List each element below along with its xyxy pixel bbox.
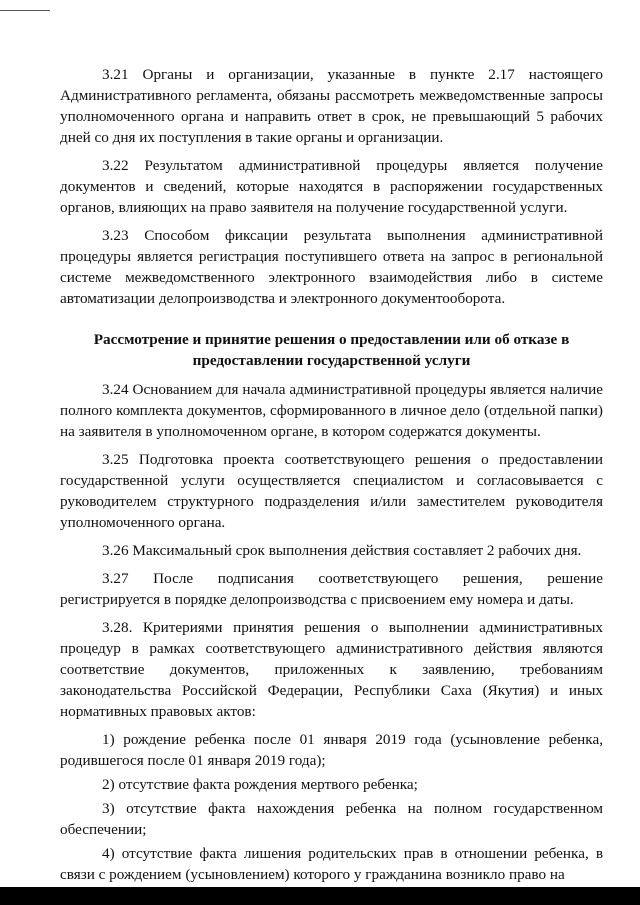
paragraph-3-25: 3.25 Подготовка проекта соответствующего решения о предоставлении государственной услуги осуществляется специалистом и согласовывается с руководителем структурного подразделения и/или заместителем руководителя уполномоченного органа.: [60, 451, 603, 531]
paragraph-3-24: 3.24 Основанием для начала административной процедуры является наличие полного комплекта документов, сформированного в личное дело (отдельной папки) на заявителя в уполномоченном органе, в котором содержатся документы.: [60, 381, 603, 440]
paragraph-3-21: 3.21 Органы и организации, указанные в пункте 2.17 настоящего Административного регламента, обязаны рассмотреть межведомственные запросы уполномоченного органа и направить ответ в срок, не превышающий 5 рабочих дней со дня их поступления в такие органы и организации.: [60, 66, 603, 146]
list-item-3: 3) отсутствие факта нахождения ребенка на полном государственном обеспечении;: [60, 800, 603, 838]
paragraph-3-27: 3.27 После подписания соответствующего решения, решение регистрируется в порядке делопроизводства с присвоением ему номера и даты.: [60, 570, 603, 608]
list-item-1: 1) рождение ребенка после 01 января 2019 года (усыновление ребенка, родившегося после 01 января 2019 года);: [60, 731, 603, 769]
paragraph-3-22: 3.22 Результатом административной процедуры является получение документов и сведений, которые находятся в распоряжении государственных органов, влияющих на право заявителя на получение государственной услуги.: [60, 157, 603, 216]
section-heading-line-1: Рассмотрение и принятие решения о предоставлении или об отказе в: [93, 331, 570, 348]
list-item-4: 4) отсутствие факта лишения родительских прав в отношении ребенка, в связи с рождением (усыновлением) которого у гражданина возникло право на: [60, 845, 603, 883]
section-heading-line-2: предоставлении государственной услуги: [192, 352, 471, 369]
paragraph-3-28: 3.28. Критериями принятия решения о выполнении административных процедур в рамках соответствующего административного действия являются соответствие документов, приложенных к заявлению, требованиям законодательства Российской Федерации, Республики Саха (Якутия) и иных нормативных правовых актов:: [60, 619, 603, 720]
section-heading: [60, 329, 603, 371]
scan-bottom-bar: [0, 887, 640, 905]
document-page: [60, 64, 603, 888]
paragraph-3-23: 3.23 Способом фиксации результата выполнения административной процедуры является регистрация поступившего ответа на запрос в региональной системе межведомственного электронного взаимодействия либо в системе автоматизации делопроизводства и электронного документооборота.: [60, 227, 603, 307]
list-item-2: 2) отсутствие факта рождения мертвого ребенка;: [102, 776, 418, 793]
paragraph-3-26: 3.26 Максимальный срок выполнения действия составляет 2 рабочих дня.: [102, 542, 582, 559]
scan-edge-rule: [0, 10, 50, 11]
